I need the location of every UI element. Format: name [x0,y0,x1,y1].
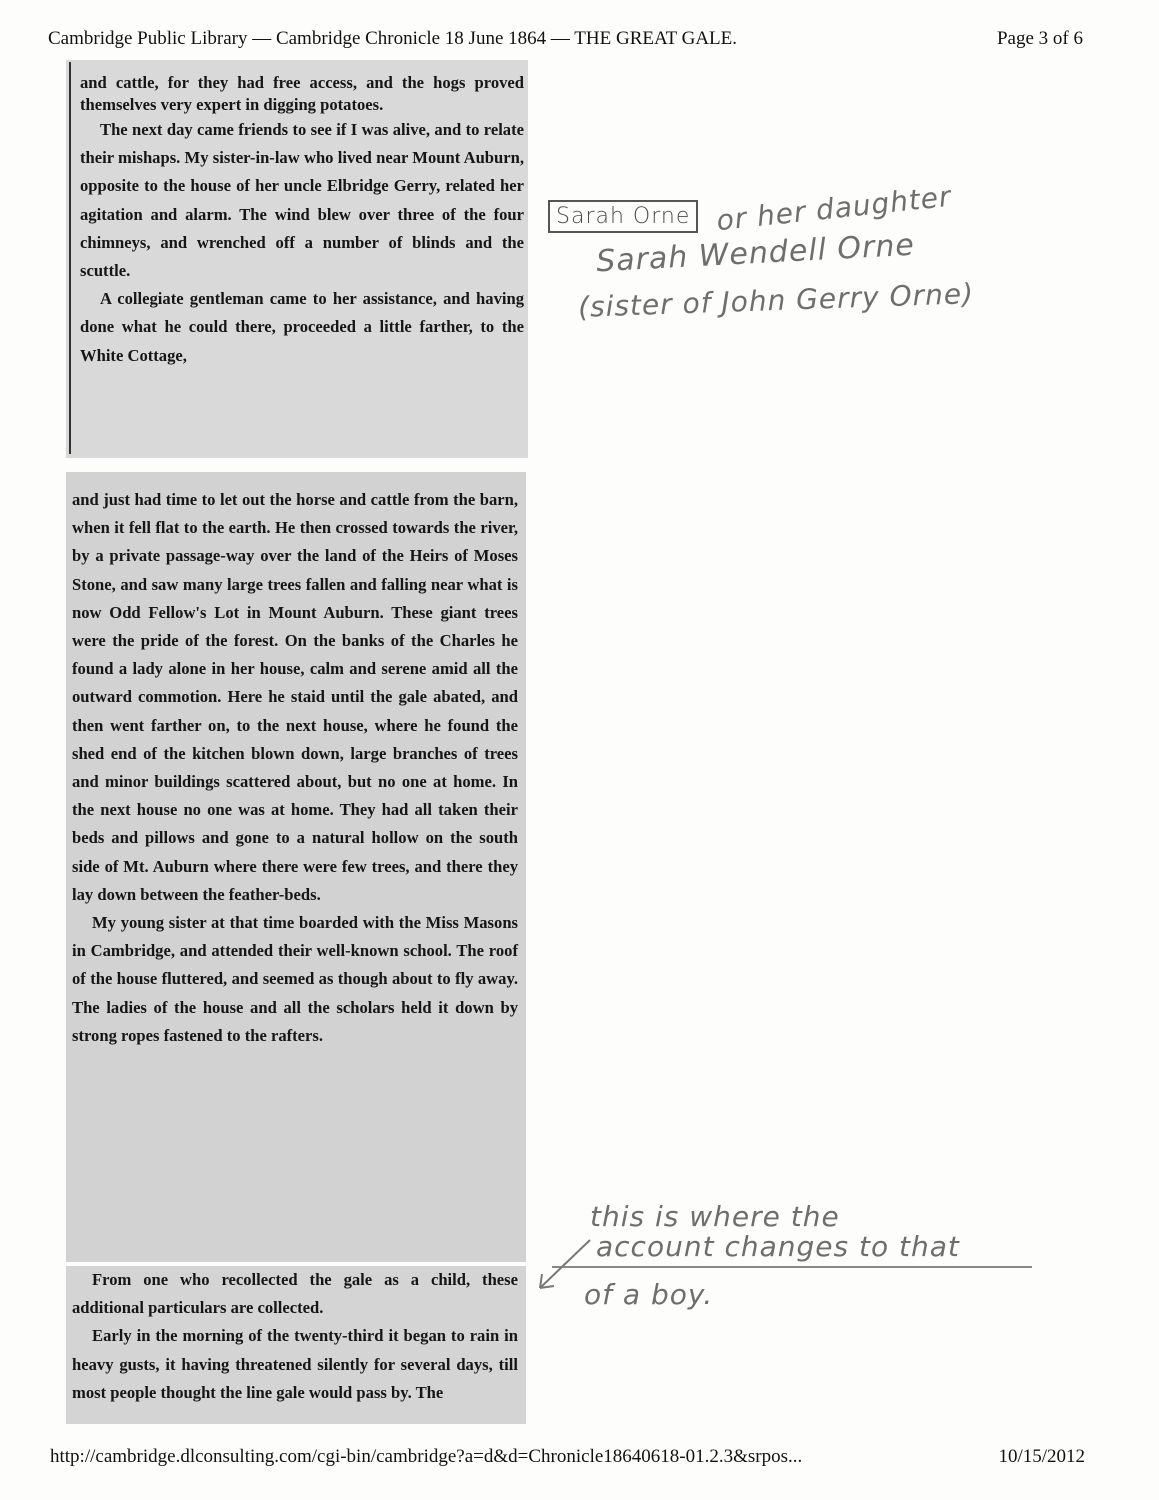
footer-url: http://cambridge.dlconsulting.com/cgi-bin/cambridge?a=d&d=Chronicle18640618-01.2.3&srpos... [50,1446,803,1467]
paragraph: and cattle, for they had free access, and the hogs proved themselves very expert in digging potatoes. [80,73,524,114]
paragraph: The next day came friends to see if I was alive, and to relate their mishaps. My sister-in-law who lived near Mount Auburn, opposite to the house of her uncle Elbridge Gerry, related her agitation and alarm. The wind blew over three of the four chimneys, and wrenched off a number of blinds and the scuttle. [80,120,524,281]
page-number: Page 3 of 6 [996,28,1083,49]
handwritten-note: of a boy. [584,1278,714,1311]
paragraph: A collegiate gentleman came to her assistance, and having done what he could there, proceeded a little farther, to the White Cottage, [80,289,524,365]
paragraph: and just had time to let out the horse and cattle from the barn, when it fell flat to the earth. He then crossed towards the river, by a private passage-way over the land of the Heirs of Moses Stone, and saw many large trees fallen and falling near what is now Odd Fellow's Lot in Mount Auburn. These giant trees were the pride of the forest. On the banks of the Charles he found a lady alone in her house, calm and serene amid all the outward commotion. Here he staid until the gale abated, and then went farther on, to the next house, where he found the shed end of the kitchen blown down, large branches of trees and minor buildings scattered about, but no one at home. In the next house no one was at home. They had all taken their beds and pillows and gone to a natural hollow on the south side of Mt. Auburn where there were few trees, and there they lay down between the feather-beds. [72,490,518,904]
handwritten-note: Sarah Wendell Orne [595,227,916,280]
handwritten-note: or her daughter [714,179,953,238]
paragraph: From one who recollected the gale as a child, these additional particulars are collected. [72,1270,518,1318]
paragraph: My young sister at that time boarded with the Miss Masons in Cambridge, and attended their well-known school. The roof of the house fluttered, and seemed as though about to fly away. The ladies of the house and all the scholars held it down by strong ropes fastened to the rafters. [72,913,518,1045]
handwritten-name-box: Sarah Orne [548,200,698,233]
article-clipping-2 [66,472,526,1262]
handwritten-note: account changes to that [596,1230,960,1263]
article-clipping-1 [66,60,528,458]
column-rule [69,62,71,454]
paragraph: Early in the morning of the twenty-third it began to rain in heavy gusts, it having threatened silently for several days, till most people thought the line gale would pass by. The [72,1326,518,1402]
arrow-icon [530,1234,600,1298]
annotation-underline [552,1266,1032,1268]
handwritten-note: this is where the [590,1200,840,1233]
handwritten-note: (sister of John Gerry Orne) [577,277,975,324]
page-header-title: Cambridge Public Library — Cambridge Chronicle 18 June 1864 — THE GREAT GALE. [48,28,738,49]
footer-date: 10/15/2012 [998,1446,1085,1467]
article-clipping-3 [66,1266,526,1424]
